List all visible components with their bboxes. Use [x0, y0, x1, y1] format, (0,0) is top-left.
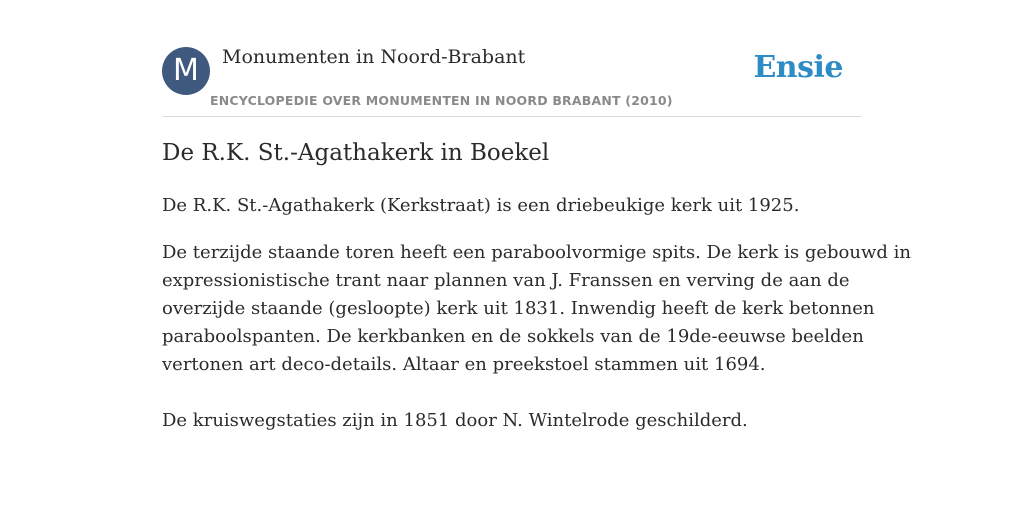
article-body — [162, 239, 911, 435]
source-subtitle: ENCYCLOPEDIE OVER MONUMENTEN IN NOORD BRABANT (2010) — [210, 93, 673, 108]
source-title[interactable]: Monumenten in Noord-Brabant — [222, 46, 526, 68]
paragraph-spacer — [162, 379, 862, 407]
article-title: De R.K. St.-Agathakerk in Boekel — [162, 140, 550, 166]
article-body-line: paraboolspanten. De kerkbanken en de sokkels van de 19de-eeuwse beelden — [162, 326, 864, 347]
ensie-logo[interactable]: Ensie — [753, 50, 843, 85]
article-body-line: overzijde staande (gesloopte) kerk uit 1831. Inwendig heeft de kerk betonnen — [162, 298, 875, 319]
article-closing: De kruiswegstaties zijn in 1851 door N. Wintelrode geschilderd. — [162, 410, 748, 431]
source-avatar[interactable]: M — [162, 47, 210, 95]
page-container — [162, 0, 911, 431]
article-body-line: De terzijde staande toren heeft een paraboolvormige spits. De kerk is gebouwd in — [162, 242, 911, 263]
article-body-line: vertonen art deco-details. Altaar en preekstoel stammen uit 1694. — [162, 354, 766, 375]
article-intro: De R.K. St.-Agathakerk (Kerkstraat) is een driebeukige kerk uit 1925. — [162, 195, 800, 216]
article-body-line: expressionistische trant naar plannen van J. Franssen en verving de aan de — [162, 270, 850, 291]
source-header — [162, 0, 862, 117]
